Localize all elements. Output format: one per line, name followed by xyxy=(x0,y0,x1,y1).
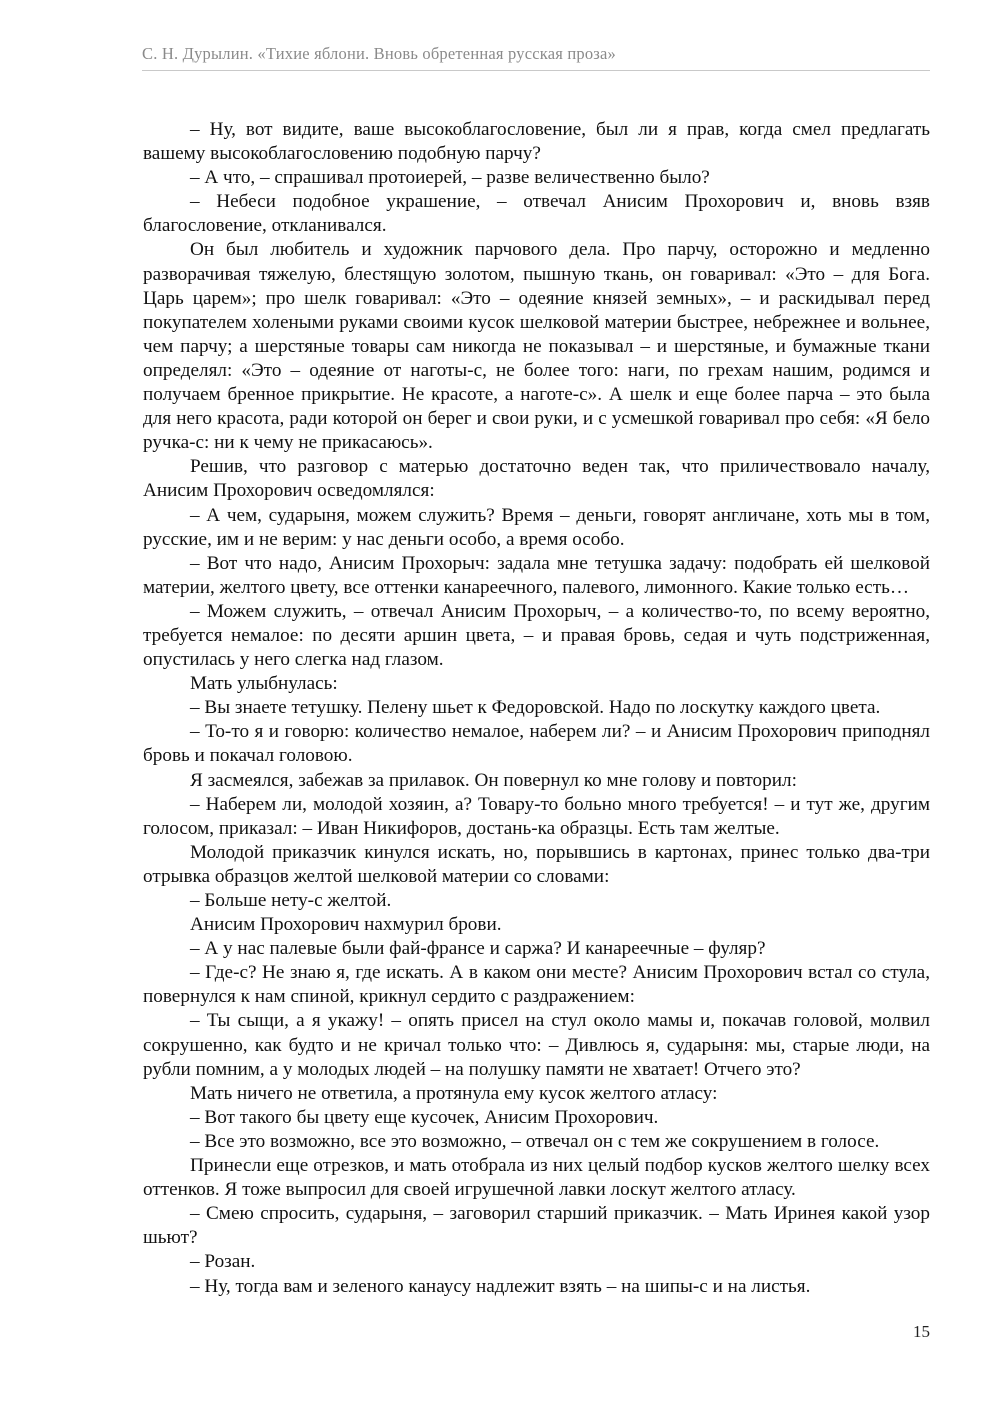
paragraph: – Ну, вот видите, ваше высокоблагословение, был ли я прав, когда смел предлагать вашему высокоблагословению подобную парчу? xyxy=(143,119,930,165)
running-header: С. Н. Дурылин. «Тихие яблони. Вновь обретенная русская проза» xyxy=(142,44,616,63)
paragraph: Анисим Прохорович нахмурил брови. xyxy=(190,914,502,936)
paragraph: Решив, что разговор с матерью достаточно веден так, что приличествовало началу, Анисим Прохорович осведомлялся: xyxy=(143,456,930,502)
paragraph: – А что, – спрашивал протоиерей, – разве величественно было? xyxy=(190,167,710,189)
paragraph: Я засмеялся, забежав за прилавок. Он повернул ко мне голову и повторил: xyxy=(190,769,797,791)
paragraph: – Можем служить, – отвечал Анисим Прохорыч, – а количество-то, по всему вероятно, требуется немалое: по десяти аршин цвета, – и правая бровь, седая и чуть подстриженная, опустилась у него слегка над глазом. xyxy=(143,600,930,671)
body-text xyxy=(143,118,930,1299)
paragraph: Мать улыбнулась: xyxy=(190,673,338,695)
paragraph: – То-то я и говорю: количество немалое, наберем ли? – и Анисим Прохорович приподнял бровь и покачал головою. xyxy=(143,721,930,767)
paragraph: Принесли еще отрезков, и мать отобрала из них целый подбор кусков желтого шелку всех оттенков. Я тоже выпросил для своей игрушечной лавки лоскут желтого атласу. xyxy=(143,1155,930,1201)
paragraph: – Все это возможно, все это возможно, – отвечал он с тем же сокрушением в голосе. xyxy=(190,1130,880,1152)
paragraph: – Вы знаете тетушку. Пелену шьет к Федоровской. Надо по лоскутку каждого цвета. xyxy=(190,697,881,719)
paragraph: – Наберем ли, молодой хозяин, а? Товару-то больно много требуется! – и тут же, другим голосом, приказал: – Иван Никифоров, достань-ка образцы. Есть там желтые. xyxy=(143,793,930,839)
paragraph: – Где-с? Не знаю я, где искать. А в каком они месте? Анисим Прохорович встал со стула, повернулся к нам спиной, крикнул сердито с раздражением: xyxy=(143,962,930,1008)
paragraph: – Небеси подобное украшение, – отвечал Анисим Прохорович и, вновь взяв благословение, откланивался. xyxy=(143,191,930,237)
paragraph: – Ты сыщи, а я укажу! – опять присел на стул около мамы и, покачав головой, молвил сокрушенно, как будто и не кричал только что: – Дивлюсь я, сударыня: мы, старые люди, на рубли помним, а у молодых людей – на полушку памяти не хватает! Отчего это? xyxy=(143,1010,930,1080)
paragraph: – Смею спросить, сударыня, – заговорил старший приказчик. – Мать Иринея какой узор шьют? xyxy=(143,1203,930,1249)
paragraph: – А у нас палевые были фай-франсе и саржа? И канареечные – фуляр? xyxy=(190,938,766,960)
paragraph: – Больше нету-с желтой. xyxy=(190,890,392,911)
paragraph: – Вот такого бы цвету еще кусочек, Анисим Прохорович. xyxy=(190,1106,659,1128)
page-number: 15 xyxy=(913,1322,930,1341)
paragraph: Мать ничего не ответила, а протянула ему кусок желтого атласу: xyxy=(190,1082,718,1104)
paragraph: – А чем, сударыня, можем служить? Время – деньги, говорят англичане, хоть мы в том, русские, им и не верим: у нас деньги особо, а время особо. xyxy=(143,504,930,550)
paragraph: – Вот что надо, Анисим Прохорыч: задала мне тетушка задачу: подобрать ей шелковой материи, желтого цвету, все оттенки канареечного, палевого, лимонного. Какие только есть… xyxy=(143,552,930,598)
header-divider xyxy=(142,70,930,71)
paragraph: – Розан. xyxy=(190,1251,256,1273)
paragraph: Молодой приказчик кинулся искать, но, порывшись в картонах, принес только два-три отрывка образцов желтой шелковой материи со словами: xyxy=(143,841,930,887)
paragraph: Он был любитель и художник парчового дела. Про парчу, осторожно и медленно разворачивая тяжелую, блестящую золотом, пышную ткань, он говаривал: «Это – для Бога. Царь царем»; про шелк говаривал: «Это – одеяние князей земных», – и раскидывал перед покупателем холеными руками своими кусок шелковой материи быстрее, небрежнее и вольнее, чем парчу; а шерстяные товары сам никогда не показывал – и шерстяные, и бумажные ткани определял: «Это – одеяние от наготы-с, не более того: наги, по грехам нашим, родимся и получаем бренное прикрытие. Не красоте, а наготе-с». А шелк и еще более парча – это была для него красота, ради которой он берег и свои руки, и с усмешкой говаривал про себя: «Я бело ручка-с: ни к чему не прикасаюсь». xyxy=(143,239,930,454)
paragraph: – Ну, тогда вам и зеленого канаусу надлежит взять – на шипы-с и на листья. xyxy=(190,1275,811,1297)
